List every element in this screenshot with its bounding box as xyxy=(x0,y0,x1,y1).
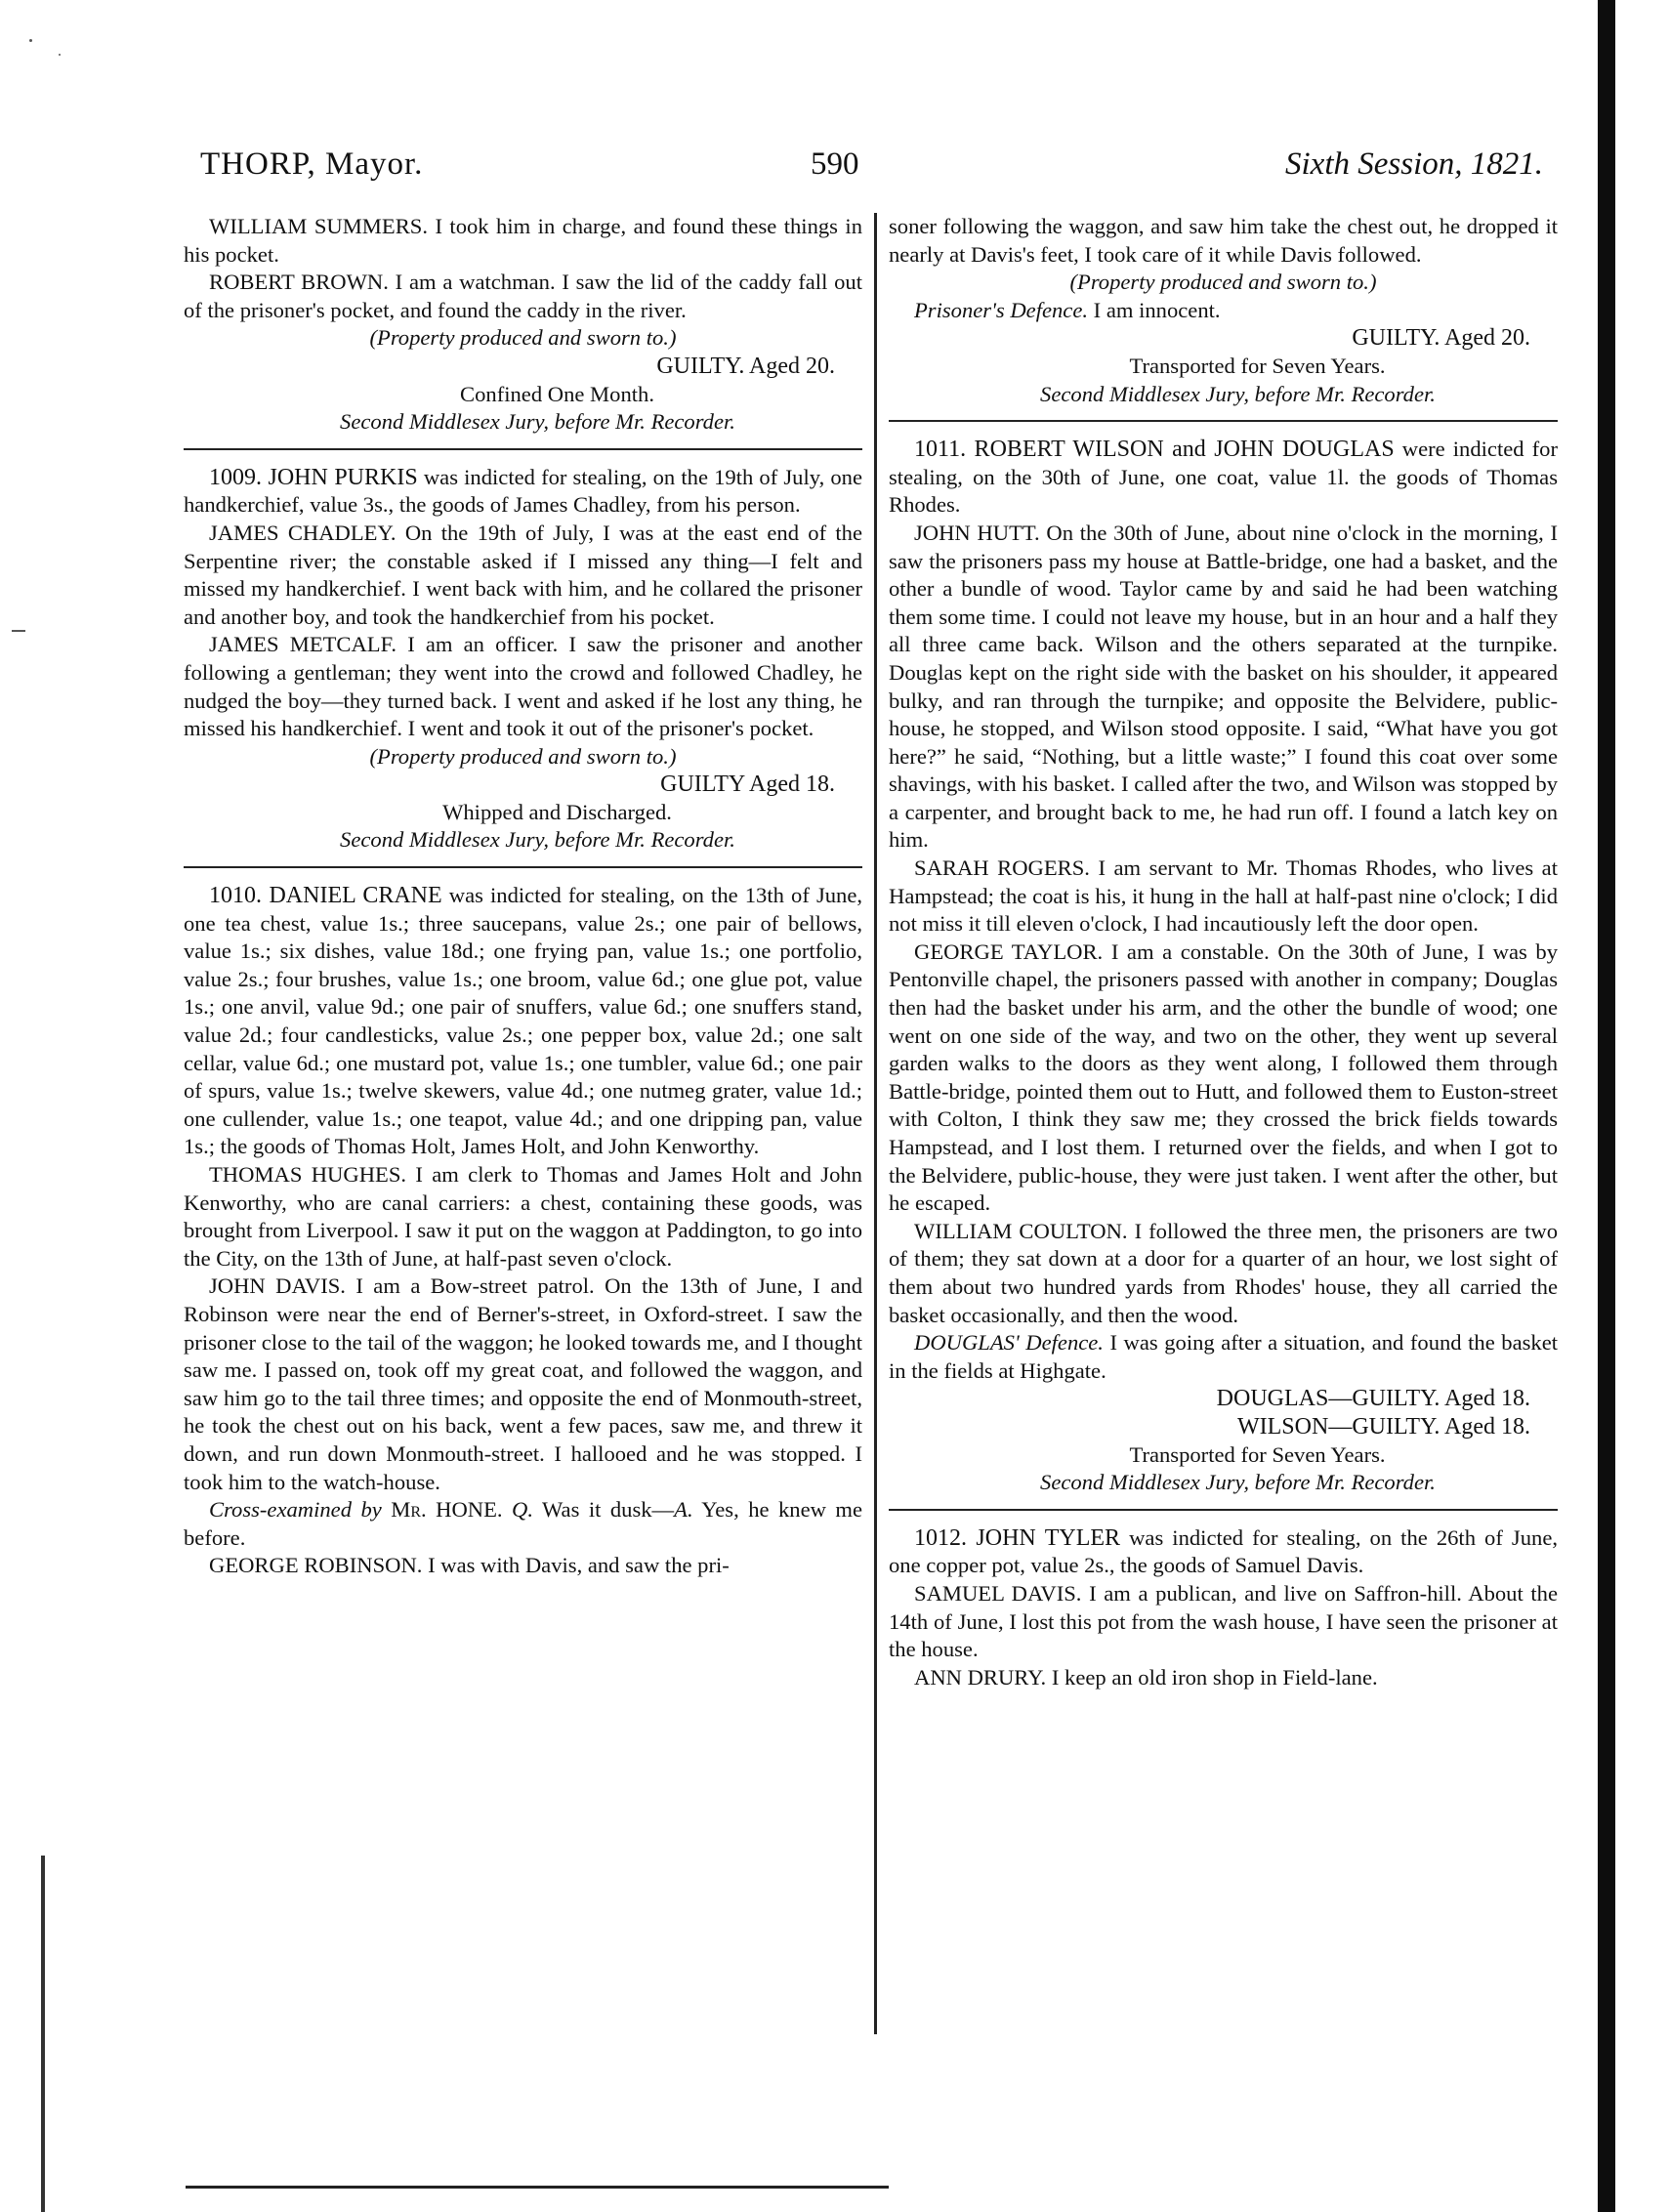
testimony-paragraph xyxy=(184,269,862,324)
question-text: Was it dusk— xyxy=(542,1497,675,1523)
answer-marker: A. xyxy=(674,1497,693,1523)
case-heading: 1011. ROBERT WILSON and JOHN DOUGLAS xyxy=(914,437,1395,463)
speaker-name: JAMES METCALF. xyxy=(209,632,397,657)
prisoner-defence xyxy=(889,297,1558,325)
case-intro xyxy=(889,436,1558,520)
right-column xyxy=(889,213,1558,1691)
defence-text: I was going after a situation, and found the basket in the fields at Highgate. xyxy=(889,1330,1558,1383)
sentence: Whipped and Discharged. xyxy=(442,799,672,824)
verdict: WILSON—GUILTY. Aged 18. xyxy=(1237,1413,1530,1440)
jury-line: Second Middlesex Jury, before Mr. Recorder. xyxy=(1040,1470,1436,1495)
left-column xyxy=(184,213,862,1580)
testimony-paragraph xyxy=(889,520,1558,855)
scan-binding-edge xyxy=(1598,0,1615,2212)
question-marker: Q. xyxy=(512,1497,533,1523)
testimony-text: On the 30th of June, about nine o'clock in the morning, I saw the prisoners pass my house at Battle-bridge, one had a basket, and the other a bundle of wood. Taylor came by and said he had been watching them some time. I could not leave my house, but in an hour and a half they all three came back. Wilson and the others separated at the turnpike. Douglas kept on the right side with the basket on his shoulder, it appeared bulky, and ran through the turnpike; and opposite the Belvidere, public-house, he stopped, and Wilson stood opposite. I said, “What have you got here?” he said, “Nothing, but a little waste;” I found this coat over some shavings, with his basket. I called after the two, and Wilson was stopped by a carpenter, and brought back to me, he had run off. I found a latch key on him. xyxy=(889,520,1558,853)
speaker-name: ANN DRURY. xyxy=(914,1664,1047,1690)
verdict: GUILTY Aged 18. xyxy=(660,772,835,798)
testimony-text: I was with Davis, and saw the pri- xyxy=(428,1553,730,1578)
speaker-name: WILLIAM SUMMERS. xyxy=(209,214,428,238)
case-heading: 1009. JOHN PURKIS xyxy=(209,464,418,490)
sentence: Confined One Month. xyxy=(460,381,654,406)
cross-examination xyxy=(184,1496,862,1552)
testimony-text: I took him in charge, and found these things in his pocket. xyxy=(184,214,862,267)
case-intro-text: were indicted for stealing, on the 30th of June, one coat, value 1l. the goods of Thomas Rhodes. xyxy=(889,437,1558,518)
defence-label: DOUGLAS' Defence. xyxy=(914,1330,1104,1356)
testimony-paragraph xyxy=(889,939,1558,1218)
property-produced: (Property produced and sworn to.) xyxy=(369,743,677,769)
testimony-text: I am an officer. I saw the prisoner and another following a gentleman; they went into the crowd and followed Chadley, he nudged the boy—they turned back. I went and asked if he lost any thing, he missed his handkerchief. I went and took it out of the prisoner's pocket. xyxy=(184,632,862,741)
case-separator xyxy=(184,866,862,868)
testimony-text: I am servant to Mr. Thomas Rhodes, who lives at Hampstead; the coat is his, it hung in the hall at half-past nine o'clock; I did not miss it till eleven o'clock, I had incautiously left the door open. xyxy=(889,856,1558,937)
case-intro xyxy=(184,464,862,520)
testimony-text: I followed the three men, the prisoners are two of them; they sat down at a door for a quarter of an hour, we lost sight of them about two hundred yards from Rhodes' house, they all carried the basket occasionally, and then the wood. xyxy=(889,1218,1558,1327)
case-heading: 1012. JOHN TYLER xyxy=(914,1524,1121,1551)
cross-exam-lead: Cross-examined by xyxy=(209,1497,382,1523)
bottom-rule xyxy=(186,2186,889,2189)
speaker-name: JAMES CHADLEY. xyxy=(209,520,397,545)
verdict: DOUGLAS—GUILTY. Aged 18. xyxy=(1216,1386,1530,1412)
property-produced: (Property produced and sworn to.) xyxy=(369,325,677,351)
property-produced: (Property produced and sworn to.) xyxy=(1069,270,1377,295)
testimony-paragraph xyxy=(889,855,1558,939)
page-number: 590 xyxy=(811,146,859,182)
answer-text: Yes, he knew me before. xyxy=(184,1497,862,1550)
case-heading: 1010. DANIEL CRANE xyxy=(209,883,442,909)
testimony-text: I am a watchman. I saw the lid of the caddy fall out of the prisoner's pocket, and found the caddy in the river. xyxy=(184,270,862,322)
case-intro xyxy=(184,882,862,1161)
testimony-paragraph xyxy=(184,1161,862,1273)
testimony-paragraph xyxy=(889,1218,1558,1329)
sentence: Transported for Seven Years. xyxy=(1129,1441,1386,1467)
jury-line: Second Middlesex Jury, before Mr. Recorder. xyxy=(340,409,735,435)
header-right: Sixth Session, 1821. xyxy=(1285,146,1543,182)
verdict: GUILTY. Aged 20. xyxy=(1352,325,1530,352)
scan-speck xyxy=(12,630,25,632)
case-intro-text: was indicted for stealing, on the 26th of June, one copper pot, value 2s., the goods of Samuel Davis. xyxy=(889,1524,1558,1578)
defence-text: I am innocent. xyxy=(1093,297,1221,322)
case-separator xyxy=(889,1509,1558,1511)
speaker-name: SARAH ROGERS. xyxy=(914,856,1090,881)
testimony-continuation: soner following the waggon, and saw him take the chest out, he dropped it nearly at Davis's feet, I took care of it while Davis followed. xyxy=(889,214,1558,267)
speaker-name: SAMUEL DAVIS. xyxy=(914,1580,1082,1606)
scan-speck xyxy=(29,39,32,42)
case-separator xyxy=(184,448,862,450)
scan-speck xyxy=(59,54,61,56)
testimony-text: I keep an old iron shop in Field-lane. xyxy=(1051,1664,1378,1690)
jury-line: Second Middlesex Jury, before Mr. Recorder. xyxy=(1040,381,1436,406)
testimony-paragraph xyxy=(184,1273,862,1496)
testimony-text: On the 19th of July, I was at the east end of the Serpentine river; the constable asked if I missed any thing—I felt and missed my handkerchief. I went back with him, and he collared the prisoner and another boy, and took the handkerchief from his pocket. xyxy=(184,520,863,629)
header-left: THORP, Mayor. xyxy=(200,146,424,182)
case-intro xyxy=(889,1524,1558,1580)
case-intro-text: was indicted for stealing, on the 19th of July, one handkerchief, value 3s., the goods of James Chadley, from his person. xyxy=(184,464,863,518)
testimony-paragraph xyxy=(889,1580,1558,1664)
speaker-name: GEORGE TAYLOR. xyxy=(914,939,1104,964)
testimony-paragraph xyxy=(184,213,862,269)
jury-line: Second Middlesex Jury, before Mr. Recorder. xyxy=(340,827,735,853)
speaker-name: GEORGE ROBINSON. xyxy=(209,1553,423,1578)
prisoner-defence xyxy=(889,1329,1558,1385)
testimony-text: I am a Bow-street patrol. On the 13th of June, I and Robinson were near the end of Berner's-street, in Oxford-street. I saw the prisoner close to the tail of the waggon; he looked towards me, and I thought saw me. I passed on, took off my great coat, and followed the waggon, and saw him go to the tail three times; and opposite the end of Monmouth-street, he took the chest out on his back, went a few paces, saw me, and threw it down, and run down Monmouth-street. I hallooed and he was stopped. I took him to the watch-house. xyxy=(184,1273,862,1494)
speaker-name: JOHN DAVIS. xyxy=(209,1273,346,1299)
column-divider xyxy=(874,213,877,2034)
scan-left-edge xyxy=(41,1856,45,2212)
sentence: Transported for Seven Years. xyxy=(1129,353,1386,378)
testimony-text: I am a publican, and live on Saffron-hill. About the 14th of June, I lost this pot from the wash house, I have seen the prisoner at the house. xyxy=(889,1580,1558,1662)
testimony-text: I am a constable. On the 30th of June, I was by Pentonville chapel, the prisoners passed with another in company; Douglas then had the basket under his arm, and the other the bundle of wood; one went on one side of the way, and two on the other, they went up several garden walks to the doors as they went along, I followed them through Battle-bridge, pointed them out to Hutt, and followed them to Euston-street with Colton, I think they saw me; they crossed the brick fields towards Hampstead, and I lost them. I returned over the fields, and when I got to the Belvidere, public-house, they were just taken. I went after the other, but he escaped. xyxy=(889,939,1559,1216)
case-separator xyxy=(889,420,1558,422)
testimony-paragraph xyxy=(184,631,862,742)
speaker-name: ROBERT BROWN. xyxy=(209,270,389,295)
verdict: GUILTY. Aged 20. xyxy=(656,353,835,379)
counsel-name: Mr. HONE. xyxy=(391,1497,503,1523)
speaker-name: WILLIAM COULTON. xyxy=(914,1218,1128,1243)
testimony-paragraph xyxy=(889,1664,1558,1692)
testimony-text: I am clerk to Thomas and James Holt and John Kenworthy, who are canal carriers: a chest, containing these goods, was brought from Liverpool. I saw it put on the waggon at Paddington, to go into the City, on the 13th of June, at half-past seven o'clock. xyxy=(184,1162,862,1271)
speaker-name: JOHN HUTT. xyxy=(914,520,1040,545)
speaker-name: THOMAS HUGHES. xyxy=(209,1162,407,1187)
testimony-paragraph xyxy=(184,1552,862,1580)
testimony-paragraph xyxy=(184,520,862,631)
case-intro-text: was indicted for stealing, on the 13th of June, one tea chest, value 1s.; three saucepans, value 2s.; one pair of bellows, value 1s.; six dishes, value 18d.; one frying pan, value 1s.; one portfolio, value 2s.; four brushes, value 1s.; one broom, value 6d.; one glue pot, value 1s.; one anvil, value 9d.; one pair of snuffers, value 6d.; one snuffers stand, value 2d.; four candlesticks, value 2s.; one pepper box, value 2d.; one salt cellar, value 6d.; one mustard pot, value 1s.; one tumbler, value 6d.; one pair of spurs, value 1s.; twelve skewers, value 4d.; one nutmeg grater, value 1d.; one cullender, value 1s.; one teapot, value 4d.; and one dripping pan, value 1s.; the goods of Thomas Holt, James Holt, and John Kenworthy. xyxy=(184,883,863,1159)
defence-label: Prisoner's Defence. xyxy=(914,297,1089,322)
page-header xyxy=(200,146,1543,193)
